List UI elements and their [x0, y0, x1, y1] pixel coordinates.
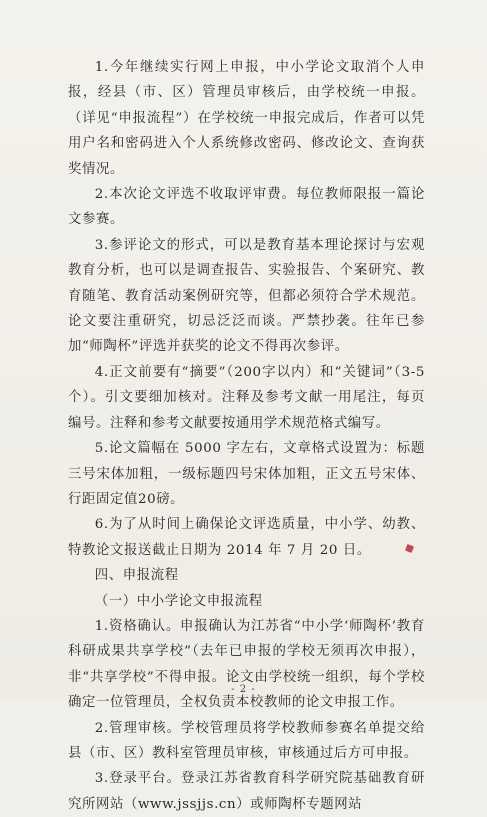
- paragraph-2: 2.本次论文评选不收取评审费。每位教师限报一篇论文参赛。: [68, 187, 425, 228]
- paragraph-4: 4.正文前要有“摘要”（200字以内）和“关键词”（3-5个）。引文要细加核对。注释及参考文献一用尾注，每页编号。注释和参考文献要按通用学术规范格式编写。: [68, 364, 425, 431]
- paragraph-3: 3.参评论文的形式，可以是教育基本理论探讨与宏观教育分析，也可以是调查报告、实验报告、个案研究、教育随笔、教育活动案例研究等，但都必须符合学术规范。论文要注重研究，切忌泛泛而谈。严禁抄袭。往年已参加“师陶杯”评选并获奖的论文不得再次参评。: [68, 237, 425, 355]
- process-paragraph-1: 1.资格确认。申报确认为江苏省“中小学‘师陶杯’教育科研成果共享学校”（去年已申报的学校无须再次申报），非“共享学校”不得申报。论文由学校统一组织，每个学校确定一位管理员，全权负责本校教师的论文申报工作。: [68, 618, 425, 711]
- paragraph-5: 5.论文篇幅在 5000 字左右，文章格式设置为：标题三号宋体加粗，一级标题四号宋体加粗，正文五号宋体、行距固定值20磅。: [68, 441, 425, 507]
- sub-heading: （一）中小学论文申报流程: [94, 593, 263, 609]
- paragraph-1: 1.今年继续实行网上申报，中小学论文取消个人申报，经县（市、区）管理员审核后，由学校统一申报。（详见“申报流程”）在学校统一申报完成后，作者可以凭用户名和密码进入个人系统修改密码、修改论文、查询获奖情况。: [68, 60, 425, 177]
- process-paragraph-3: 3.登录平台。登录江苏省教育科学研究院基础教育研究所网站（www.jssjjs.cn）或师陶杯专题网站: [68, 771, 425, 812]
- paragraph-6: 6.为了从时间上确保论文评选质量，中小学、幼教、特教论文报送截止日期为 2014 年 7 月 20 日。: [68, 517, 425, 558]
- section-heading: 四、申报流程: [94, 568, 179, 584]
- process-paragraph-2: 2.管理审核。学校管理员将学校教师参赛名单提交给县（市、区）教科室管理员审核，审核通过后方可申报。: [68, 720, 425, 761]
- page-number: - 2 -: [231, 684, 256, 695]
